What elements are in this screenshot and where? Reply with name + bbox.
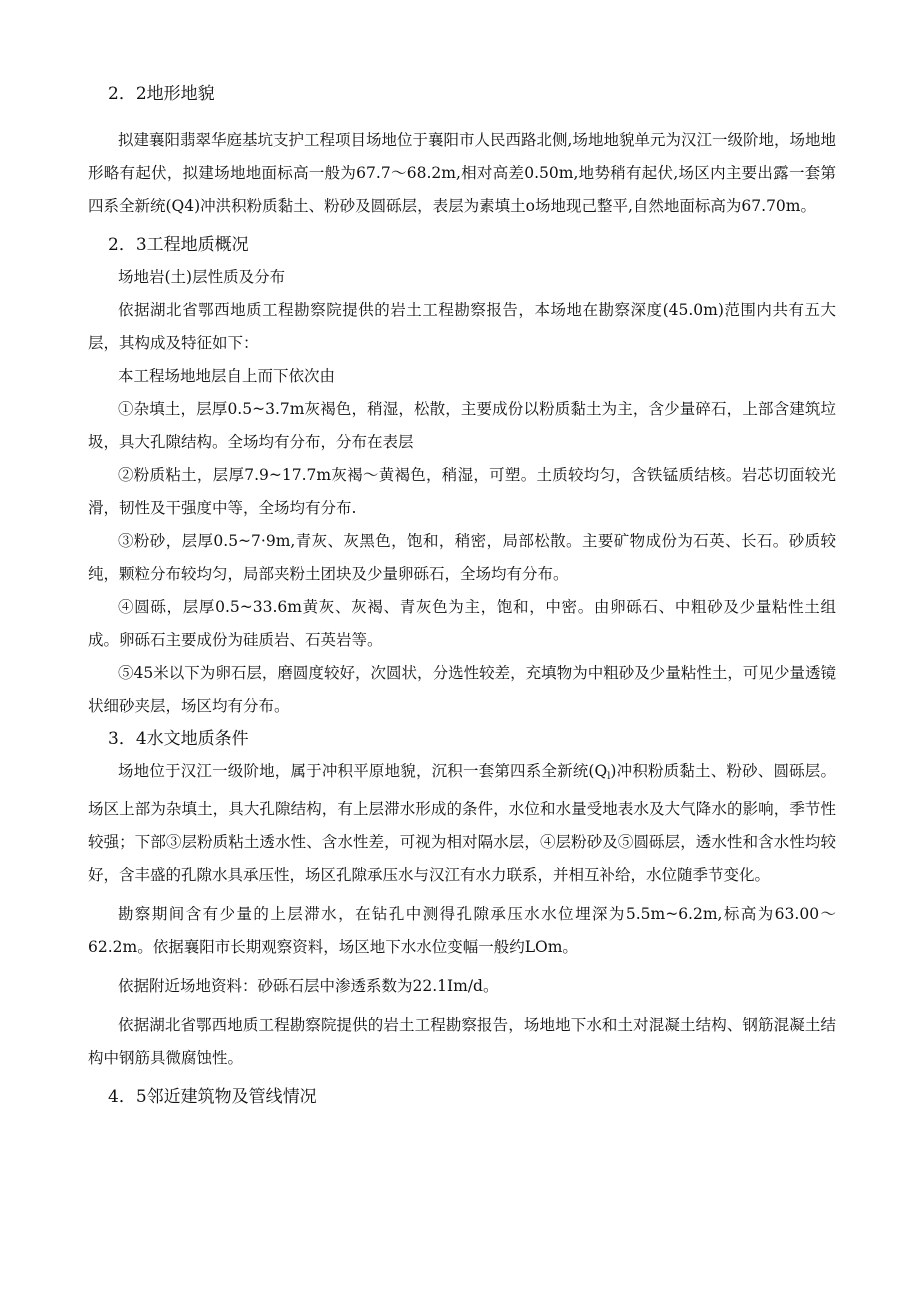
subscript-1: l [607,771,611,782]
paragraph-permeability: 依据附近场地资料：砂砾石层中渗透系数为22.1Im/d。 [118,977,499,995]
hydrogeology-text-part-2: )冲积粉质黏土、粉砂、圆砾层。场区上部为杂填土，具大孔隙结构，有上层滞水形成的条件，水位和水量受地表水及大气降水的影响，季节性较强；下部③层粉质粘土透水性、含水性差，可视为相对隔水层，④层粉砂及⑤圆砾层，透水性和含水性均较好，含丰盛的孔隙水具承压性，场区孔隙承压水与汉江有水力联系，并相互补给，水位随季节变化。 [88,762,836,884]
paragraph-layer-3: ③粉砂，层厚0.5~7·9m,青灰、灰黑色，饱和，稍密，局部松散。主要矿物成份为石英、长石。砂质较纯，颗粒分布较均匀，局部夹粉土团块及少量卵砾石，全场均有分布。 [88,532,836,583]
section-heading-hydrogeology: 3．4水文地质条件 [108,729,249,749]
paragraph-layer-5: ⑤45米以下为卵石层，磨圆度较好，次圆状，分选性较差，充填物为中粗砂及少量粘性土，可见少量透镜状细砂夹层，场区均有分布。 [88,664,836,715]
paragraph-geology-order: 本工程场地地层自上而下依次由 [118,367,336,385]
paragraph-terrain: 拟建襄阳翡翠华庭基坑支护工程项目场地位于襄阳市人民西路北侧,场地地貌单元为汉江一级阶地，场地地形略有起伏，拟建场地地面标高一般为67.7～68.2m,相对高差0.50m,地势稍有起伏,场区内主要出露一套第四系全新统(Q4)冲洪积粉质黏土、粉砂及圆砾层，表层为素填土o场地现己整平,自然地面标高为67.70m。 [88,131,836,215]
section-heading-geology: 2．3工程地质概况 [108,235,249,255]
paragraph-groundwater-level: 勘察期间含有少量的上层滞水，在钻孔中测得孔隙承压水水位埋深为5.5m~6.2m,标高为63.00～62.2m。依据襄阳市长期观察资料，场区地下水水位变幅一般约LOm。 [88,905,836,956]
section-heading-terrain: 2．2地形地貌 [108,84,215,104]
paragraph-layer-2: ②粉质粘土，层厚7.9~17.7m灰褐～黄褐色，稍湿，可塑。土质较均匀，含铁锰质结核。岩芯切面较光滑，韧性及干强度中等，全场均有分布. [88,466,836,517]
paragraph-geology-report: 依据湖北省鄂西地质工程勘察院提供的岩土工程勘察报告，本场地在勘察深度(45.0m)范围内共有五大层，其构成及特征如下： [88,301,836,352]
paragraph-layer-4: ④圆砾，层厚0.5~33.6m黄灰、灰褐、青灰色为主，饱和，中密。由卵砾石、中粗砂及少量粘性土组成。卵砾石主要成份为硅质岩、石英岩等。 [88,598,836,649]
hydrogeology-text-part-1: 场地位于汉江一级阶地，属于冲积平原地貌，沉积一套第四系全新统(Q [118,762,608,780]
paragraph-geology-intro: 场地岩(土)层性质及分布 [118,268,286,286]
paragraph-layer-1: ①杂填土，层厚0.5~3.7m灰褐色，稍湿，松散，主要成份以粉质黏土为主，含少量碎石，上部含建筑垃圾，具大孔隙结构。全场均有分布，分布在表层 [88,400,836,451]
paragraph-corrosivity: 依据湖北省鄂西地质工程勘察院提供的岩土工程勘察报告，场地地下水和土对混凝土结构、钢筋混凝土结构中钢筋具微腐蚀性。 [88,1016,836,1067]
section-heading-adjacent-buildings: 4．5邻近建筑物及管线情况 [108,1087,317,1107]
paragraph-hydrogeology [88,755,836,892]
